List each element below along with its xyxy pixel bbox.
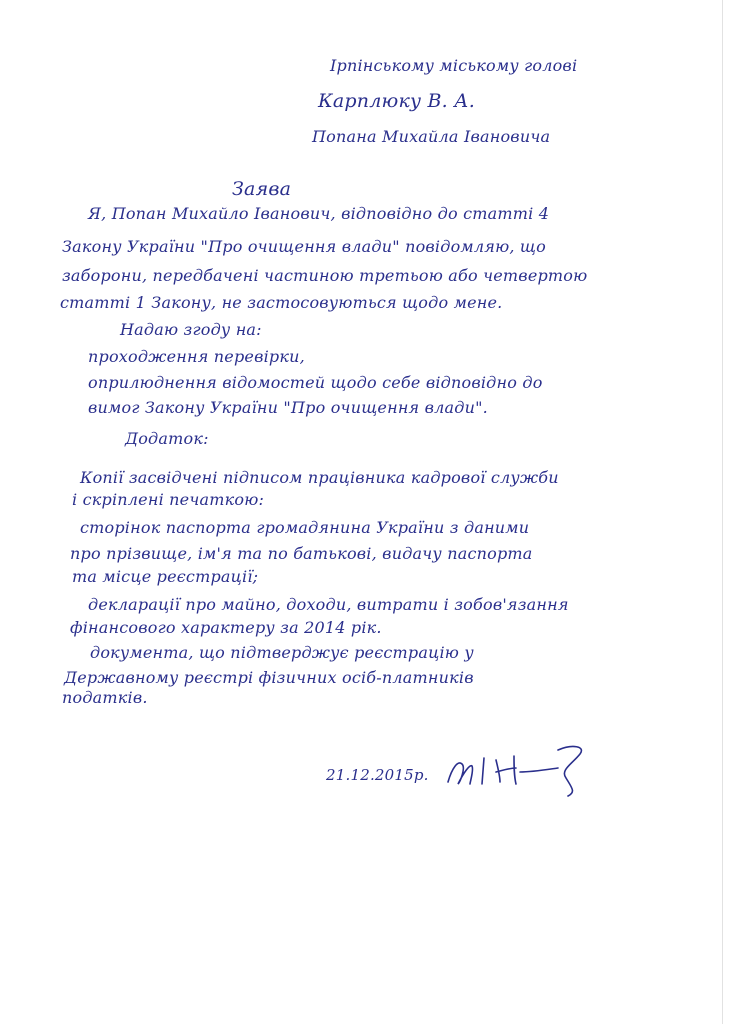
body-line: сторінок паспорта громадянина України з даними (80, 518, 530, 537)
body-line: податків. (62, 688, 148, 707)
document-date: 21.12.2015р. (326, 766, 429, 784)
body-line: Державному реєстрі фізичних осіб-платників (64, 668, 474, 687)
body-line: Надаю згоду на: (120, 320, 262, 339)
body-line: вимог Закону України "Про очищення влади". (88, 398, 488, 417)
body-line: проходження перевірки, (88, 347, 305, 366)
recipient-line-2: Карплюку В. А. (318, 90, 475, 112)
sender-line: Попана Михайла Івановича (312, 127, 551, 146)
body-line: статті 1 Закону, не застосовуються щодо мене. (60, 293, 503, 312)
body-line: фінансового характеру за 2014 рік. (70, 618, 382, 637)
body-line: заборони, передбачені частиною третьою або четвертою (62, 266, 588, 285)
body-line: Копії засвідчені підписом працівника кадрової служби (80, 468, 559, 487)
signature (440, 738, 590, 798)
body-line: Я, Попан Михайло Іванович, відповідно до статті 4 (88, 204, 550, 223)
body-line: і скріплені печаткою: (72, 490, 265, 509)
body-line: документа, що підтверджує реєстрацію у (90, 643, 474, 662)
page-edge (722, 0, 723, 1024)
body-line: декларації про майно, доходи, витрати і зобов'язання (88, 595, 569, 614)
body-line: про прізвище, ім'я та по батькові, видачу паспорта (70, 544, 533, 563)
document-title: Заява (232, 178, 292, 200)
body-line: оприлюднення відомостей щодо себе відповідно до (88, 373, 543, 392)
body-line: Закону України "Про очищення влади" повідомляю, що (62, 237, 546, 256)
recipient-line-1: Ірпінському міському голові (330, 56, 578, 75)
body-line: Додаток: (125, 429, 209, 448)
body-line: та місце реєстрації; (72, 567, 259, 586)
